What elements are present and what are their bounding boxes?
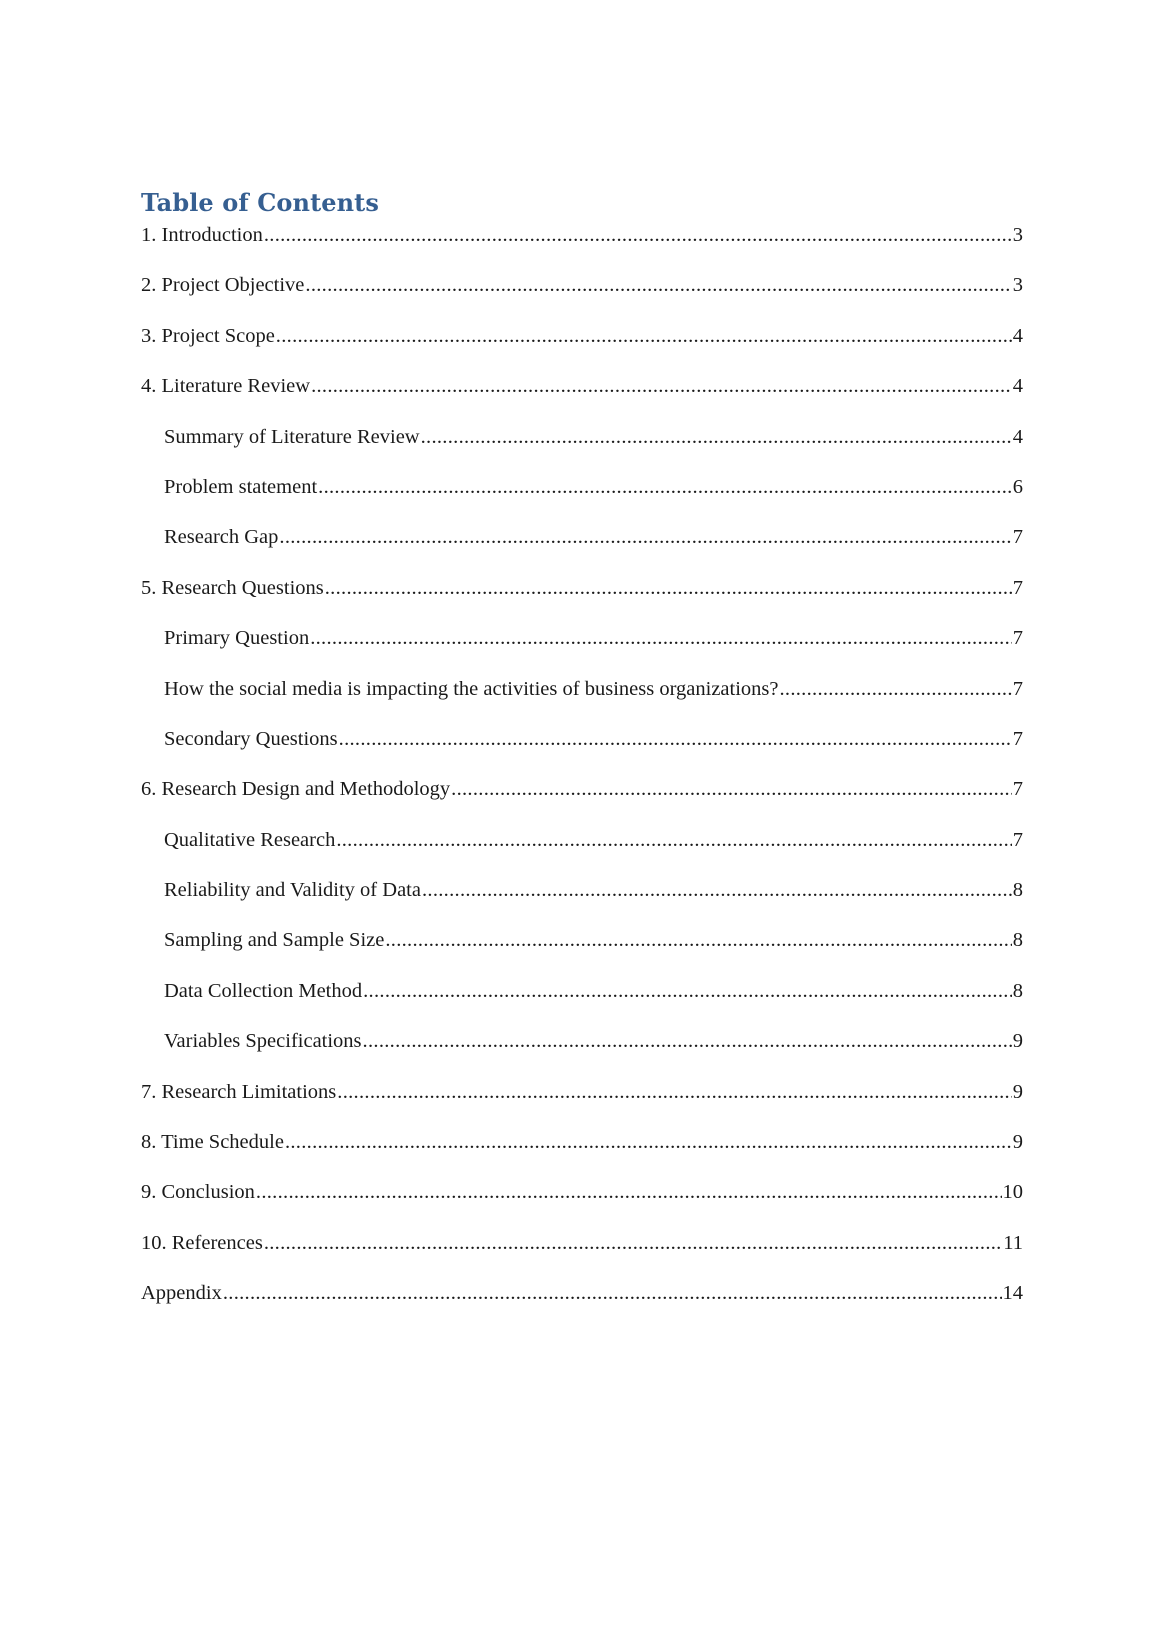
toc-dot-leader <box>422 875 1012 905</box>
toc-entry-label: Sampling and Sample Size <box>164 929 385 952</box>
toc-dot-leader <box>385 925 1011 955</box>
toc-page-number: 7 <box>1012 627 1023 650</box>
toc-entry[interactable] <box>141 573 1023 623</box>
toc-entry-label: Variables Specifications <box>164 1030 362 1053</box>
toc-dot-leader <box>325 573 1012 603</box>
toc-dot-leader <box>264 1228 1002 1258</box>
toc-page-number: 9 <box>1012 1030 1023 1053</box>
toc-entry-label: 2. Project Objective <box>141 274 305 297</box>
table-of-contents <box>141 186 1023 1329</box>
toc-entry-label: Primary Question <box>164 627 310 650</box>
toc-page-number: 14 <box>1002 1282 1023 1305</box>
toc-page-number: 10 <box>1002 1181 1023 1204</box>
toc-page-number: 7 <box>1012 677 1023 700</box>
toc-dot-leader <box>337 1077 1011 1107</box>
toc-page-number: 11 <box>1003 1231 1023 1254</box>
toc-page-number: 6 <box>1012 475 1023 498</box>
toc-page-number: 8 <box>1012 979 1023 1002</box>
toc-entry-label: 3. Project Scope <box>141 324 275 347</box>
toc-entry[interactable] <box>141 724 1023 774</box>
toc-page-number: 3 <box>1012 224 1023 246</box>
toc-dot-leader <box>451 774 1012 804</box>
toc-entry-label: 1. Introduction <box>141 224 263 246</box>
toc-dot-leader <box>363 976 1012 1006</box>
toc-entry-label: Summary of Literature Review <box>164 425 420 448</box>
toc-entry-label: 9. Conclusion <box>141 1181 255 1204</box>
toc-page-number: 7 <box>1012 778 1023 801</box>
toc-entry[interactable] <box>141 976 1023 1026</box>
toc-entry[interactable] <box>141 1228 1023 1278</box>
toc-entry[interactable] <box>141 623 1023 673</box>
toc-page-number: 7 <box>1012 576 1023 599</box>
toc-entry[interactable] <box>141 371 1023 421</box>
toc-entry-label: Secondary Questions <box>164 727 338 750</box>
toc-entry[interactable] <box>141 1177 1023 1227</box>
toc-dot-leader <box>256 1177 1002 1207</box>
toc-entry-label: 8. Time Schedule <box>141 1131 284 1154</box>
toc-entry-label: Research Gap <box>164 526 279 549</box>
toc-entry[interactable] <box>141 1127 1023 1177</box>
toc-entry-label: Appendix <box>141 1282 222 1305</box>
toc-dot-leader <box>318 472 1012 502</box>
toc-entry[interactable] <box>141 925 1023 975</box>
toc-entry-label: 7. Research Limitations <box>141 1080 337 1103</box>
toc-page-number: 7 <box>1012 526 1023 549</box>
toc-dot-leader <box>305 270 1011 300</box>
toc-entry[interactable] <box>141 774 1023 824</box>
toc-page-number: 9 <box>1012 1080 1023 1103</box>
toc-entry[interactable] <box>141 522 1023 572</box>
toc-dot-leader <box>311 371 1012 401</box>
toc-dot-leader <box>285 1127 1012 1157</box>
toc-dot-leader <box>276 321 1012 351</box>
toc-page-number: 7 <box>1012 727 1023 750</box>
toc-title: Table of Contents <box>141 188 379 217</box>
toc-dot-leader <box>363 1026 1012 1056</box>
toc-dot-leader <box>223 1278 1002 1308</box>
toc-entry[interactable] <box>141 321 1023 371</box>
toc-list <box>141 220 1023 1329</box>
toc-entry[interactable] <box>141 422 1023 472</box>
toc-entry[interactable] <box>141 472 1023 522</box>
toc-entry[interactable] <box>141 875 1023 925</box>
toc-dot-leader <box>336 825 1011 855</box>
toc-entry[interactable] <box>141 1278 1023 1328</box>
toc-entry-label: 4. Literature Review <box>141 375 311 398</box>
toc-page-number: 7 <box>1012 828 1023 851</box>
toc-entry-label: Reliability and Validity of Data <box>164 879 421 902</box>
toc-entry[interactable] <box>141 825 1023 875</box>
toc-entry-label: Qualitative Research <box>164 828 336 851</box>
toc-entry-label: How the social media is impacting the activities of business organizations? <box>164 677 779 700</box>
toc-entry[interactable] <box>141 674 1023 724</box>
toc-page-number: 8 <box>1012 929 1023 952</box>
toc-entry[interactable] <box>141 1077 1023 1127</box>
toc-page-number: 4 <box>1012 425 1023 448</box>
toc-page-number: 4 <box>1012 375 1023 398</box>
toc-page-number: 9 <box>1012 1131 1023 1154</box>
toc-entry[interactable] <box>141 1026 1023 1076</box>
toc-page-number: 3 <box>1012 274 1023 297</box>
toc-entry-label: Problem statement <box>164 475 318 498</box>
toc-dot-leader <box>779 674 1011 704</box>
toc-entry-label: 10. References <box>141 1231 263 1254</box>
toc-entry[interactable] <box>141 220 1023 270</box>
toc-dot-leader <box>279 522 1011 552</box>
toc-dot-leader <box>264 220 1012 250</box>
toc-entry[interactable] <box>141 270 1023 320</box>
toc-page-number: 8 <box>1012 879 1023 902</box>
toc-entry-label: Data Collection Method <box>164 979 363 1002</box>
toc-dot-leader <box>310 623 1012 653</box>
toc-entry-label: 5. Research Questions <box>141 576 324 599</box>
toc-page-number: 4 <box>1012 324 1023 347</box>
toc-dot-leader <box>339 724 1012 754</box>
toc-entry-label: 6. Research Design and Methodology <box>141 778 451 801</box>
toc-dot-leader <box>421 422 1012 452</box>
